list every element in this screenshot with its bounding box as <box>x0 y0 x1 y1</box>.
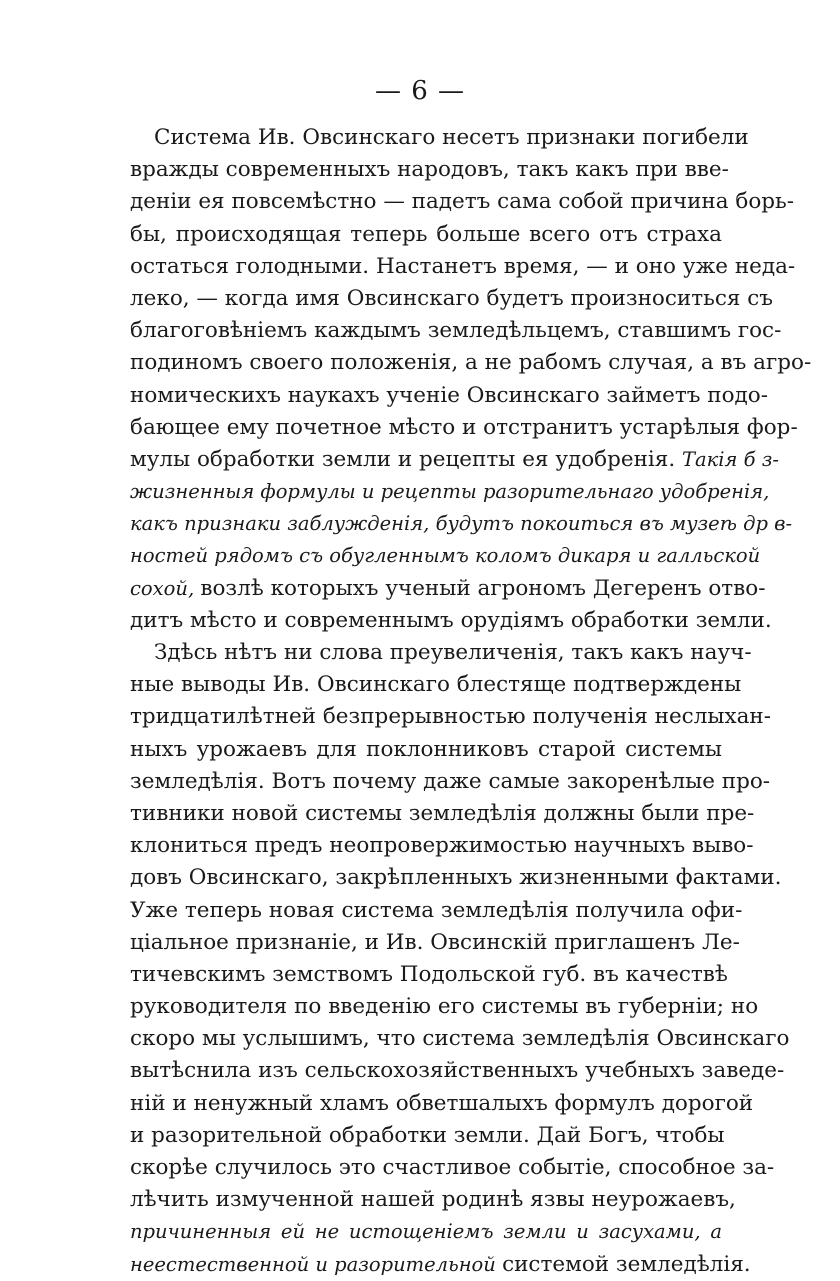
text-line: бающее ему почетное мѣсто и отстранитъ устарѣлыя фор- <box>130 414 798 440</box>
text-line: подиномъ своего положенія, а не рабомъ случая, а въ агро- <box>130 350 812 376</box>
text-line: вражды современныхъ народовъ, такъ какъ при вве- <box>130 157 729 183</box>
page-number: — 6 — <box>374 76 466 106</box>
text-line: руководителя по введенію его системы въ губерніи; но <box>130 994 759 1020</box>
text-line: тридцатилѣтней безпрерывностью полученія неслыхан- <box>130 704 772 730</box>
text-line: и разорительной обработки земли. Дай Богъ, чтобы <box>130 1122 725 1148</box>
italic-span: сохой, <box>130 576 201 600</box>
text-line: Здѣсь нѣтъ ни слова преувеличенія, такъ какъ науч- <box>154 640 752 665</box>
text-line: вытѣснила изъ сельскохозяйственныхъ учебныхъ заведе- <box>130 1058 785 1084</box>
text-line: скоро мы услышимъ, что система земледѣлія Овсинскаго <box>130 1026 790 1052</box>
text-line: бы, происходящая теперь больше всего отъ страха <box>130 221 722 247</box>
text-line: лѣчить измученной нашей родинѣ язвы неурожаевъ, <box>130 1187 736 1213</box>
text-line: тичевскимъ земствомъ Подольской губ. въ качествѣ <box>130 961 728 987</box>
text-line: скорѣе случилось это счастливое событіе, способное за- <box>130 1155 775 1180</box>
text-line: дитъ мѣсто и современнымъ орудіямъ обработки земли. <box>130 607 772 633</box>
text-line: довъ Овсинскаго, закрѣпленныхъ жизненными фактами. <box>130 865 782 891</box>
text-span: возлѣ которыхъ ученый агрономъ Дегеренъ отво- <box>200 575 766 601</box>
text-line: ныхъ урожаевъ для поклонниковъ старой системы <box>130 736 722 762</box>
text-line: причиненныя ей не истощеніемъ земли и засухами, а <box>130 1220 722 1244</box>
italic-span: неестественной и разорительной <box>130 1252 503 1276</box>
text-line: деніи ея повсемѣстно — падетъ сама собой причина борь- <box>130 189 795 215</box>
text-line <box>130 444 779 476</box>
text-line: Система Ив. Овсинскаго несетъ признаки погибели <box>154 125 749 150</box>
paragraph-2 <box>130 637 790 1281</box>
text-line: ціальное признаніе, и Ив. Овсинскій приглашенъ Ле- <box>130 929 740 955</box>
text-line <box>130 1249 751 1281</box>
italic-span: Такія б з- <box>682 447 779 471</box>
text-line: остаться голодными. Настанетъ время, — и оно уже неда- <box>130 253 796 279</box>
text-line: ные выводы Ив. Овсинскаго блестяще подтверждены <box>130 672 742 698</box>
text-line: тивники новой системы земледѣлія должны были пре- <box>130 800 755 826</box>
text-line <box>130 573 766 605</box>
text-line: ній и ненужный хламъ обветшалыхъ формулъ дорогой <box>130 1090 754 1116</box>
text-span: мулы обработки земли и рецепты ея удобренія. <box>130 446 683 472</box>
text-line: Уже теперь новая система земледѣлія получила офи- <box>130 897 743 923</box>
text-line: земледѣлія. Вотъ почему даже самые закоренѣлые про- <box>130 768 771 794</box>
text-line: клониться предъ неопровержимостью научныхъ выво- <box>130 833 754 859</box>
text-line: жизненныя формулы и рецепты разорительнаго удобренія, <box>130 480 770 504</box>
text-span: системой земледѣлія. <box>502 1251 751 1277</box>
text-line: леко, — когда имя Овсинскаго будетъ произноситься съ <box>130 285 773 311</box>
text-line: ностей рядомъ съ обугленнымъ коломъ дикаря и галльской <box>130 544 761 568</box>
text-line: какъ признаки заблужденія, будутъ покоиться въ музеѣ др в- <box>130 512 793 536</box>
body-text <box>130 122 812 1281</box>
text-line: благоговѣніемъ каждымъ земледѣльцемъ, ставшимъ гос- <box>130 318 782 344</box>
text-line: номическихъ наукахъ ученіе Овсинскаго займетъ подо- <box>130 382 768 408</box>
paragraph-1 <box>130 122 812 637</box>
